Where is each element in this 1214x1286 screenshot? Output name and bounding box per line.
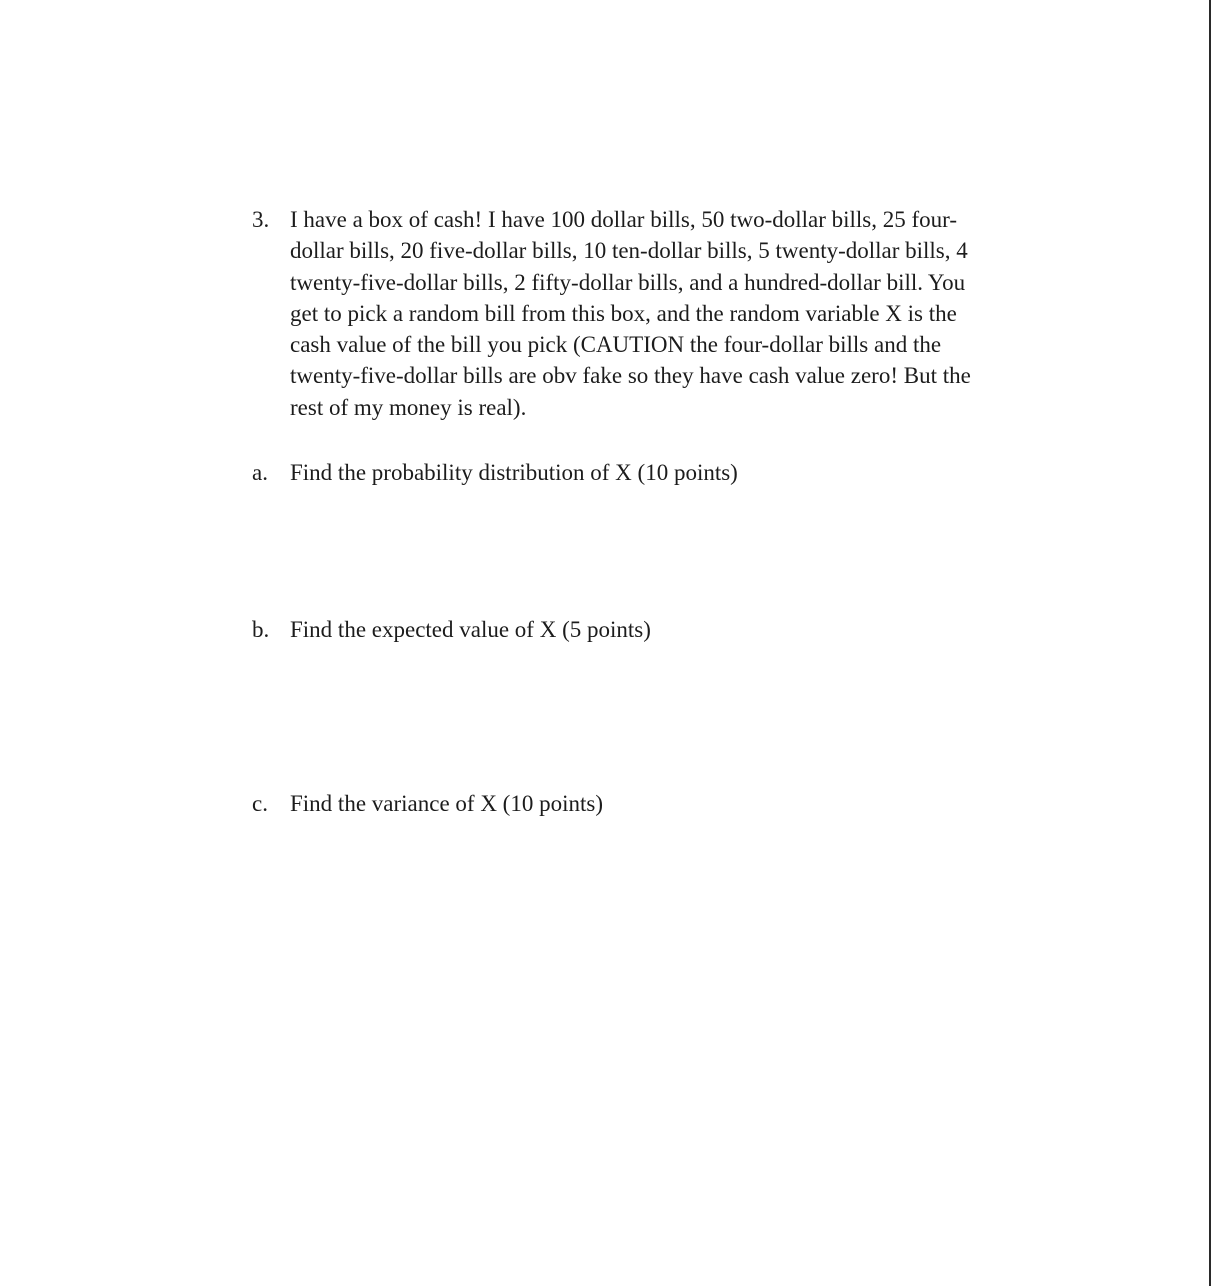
question-line-7: rest of my money is real). xyxy=(290,394,527,420)
part-a-letter: a. xyxy=(252,460,268,485)
part-b-letter: b. xyxy=(252,617,270,642)
question-number: 3. xyxy=(252,207,270,232)
question-line-1: I have a box of cash! I have 100 dollar bills, 50 two-dollar bills, 25 four- xyxy=(290,207,958,232)
page-edge-line xyxy=(1209,0,1211,1286)
part-b-text: Find the expected value of X (5 points) xyxy=(290,617,651,642)
question-3 xyxy=(252,204,1012,423)
question-line-4: get to pick a random bill from this box, and the random variable X is the xyxy=(290,300,957,326)
question-line-2: dollar bills, 20 five-dollar bills, 10 ten-dollar bills, 5 twenty-dollar bills, 4 xyxy=(290,238,968,264)
part-c-text: Find the variance of X (10 points) xyxy=(290,791,603,816)
part-b xyxy=(252,614,651,645)
part-a xyxy=(252,457,738,488)
question-line-3: twenty-five-dollar bills, 2 fifty-dollar bills, and a hundred-dollar bill. You xyxy=(290,269,966,295)
question-line-5: cash value of the bill you pick (CAUTION the four-dollar bills and the xyxy=(290,332,942,358)
part-c-letter: c. xyxy=(252,791,268,816)
question-line-6: twenty-five-dollar bills are obv fake so they have cash value zero! But the xyxy=(290,363,971,389)
part-a-text: Find the probability distribution of X (10 points) xyxy=(290,460,738,485)
part-c xyxy=(252,788,603,819)
